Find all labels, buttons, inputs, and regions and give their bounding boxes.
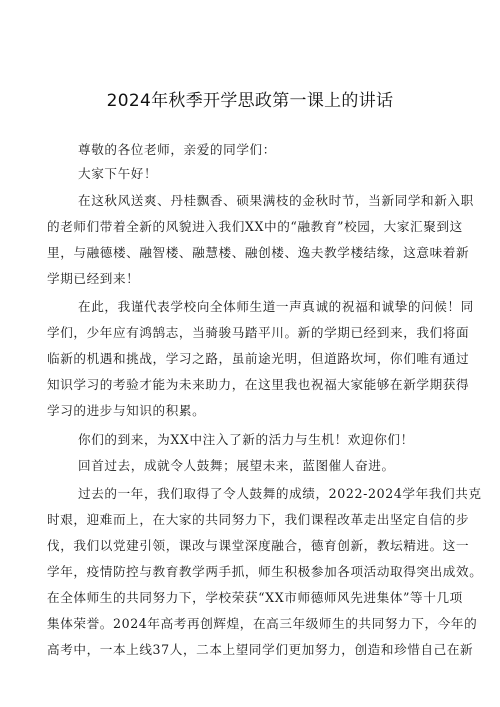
body-line: 在这秋风送爽、丹桂飘香、硕果满枝的金秋时节，当新同学和新入职 — [78, 193, 474, 208]
body-line: 学年，疫情防控与教育教学两手抓，师生积极参加各项活动取得突出成效。 — [47, 564, 483, 579]
body-line: 知识学习的考验才能为未来助力，在这里我也祝福大家能够在新学期获得 — [47, 377, 470, 392]
body-line: 高考中，一本上线37人，二本上望同学们更加努力，创造和珍惜自己在新 — [47, 642, 474, 657]
body-line: 学期已经到来！ — [47, 271, 140, 286]
body-line: 学习的进步与知识的积累。 — [47, 403, 206, 418]
body-line: 时艰，迎难而上，在大家的共同努力下，我们课程改革走出坚定自信的步 — [47, 512, 470, 527]
greeting-line: 大家下午好！ — [78, 166, 158, 181]
body-line: 在全体师生的共同努力下，学校荣获“XX市师德师风先进集体”等十几项 — [47, 590, 463, 605]
body-line: 集体荣誉。2024年高考再创辉煌，在高三年级师生的共同努力下，今年的 — [47, 616, 478, 631]
body-line: 里，与融德楼、融智楼、融慧楼、融创楼、逸夫教学楼结缘，这意味着新 — [47, 245, 470, 260]
body-line: 回首过去，成就令人鼓舞；展望未来，蓝图催人奋进。 — [78, 458, 395, 473]
body-line: 过去的一年，我们取得了令人鼓舞的成绩，2022-2024学年我们共克 — [78, 486, 482, 501]
body-line: 伐，我们以党建引领，课改与课堂深度融合，德育创新，教坛精进。这一 — [47, 538, 470, 553]
body-line: 临新的机遇和挑战，学习之路，虽前途光明，但道路坎坷，你们唯有通过 — [47, 351, 470, 366]
body-line: 在此，我谨代表学校向全体师生道一声真诚的祝福和诚挚的问候！同 — [78, 299, 474, 314]
salutation-line: 尊敬的各位老师，亲爱的同学们： — [78, 142, 276, 157]
body-line: 学们，少年应有鸿鹄志，当骑骏马踏平川。新的学期已经到来，我们将面 — [47, 325, 470, 340]
body-line: 的老师们带着全新的风貌进入我们XX中的“融教育”校园，大家汇聚到这 — [47, 219, 463, 234]
body-line: 你们的到来，为XX中注入了新的活力与生机！欢迎你们！ — [78, 432, 414, 447]
document-title: 2024年秋季开学思政第一课上的讲话 — [106, 91, 394, 111]
